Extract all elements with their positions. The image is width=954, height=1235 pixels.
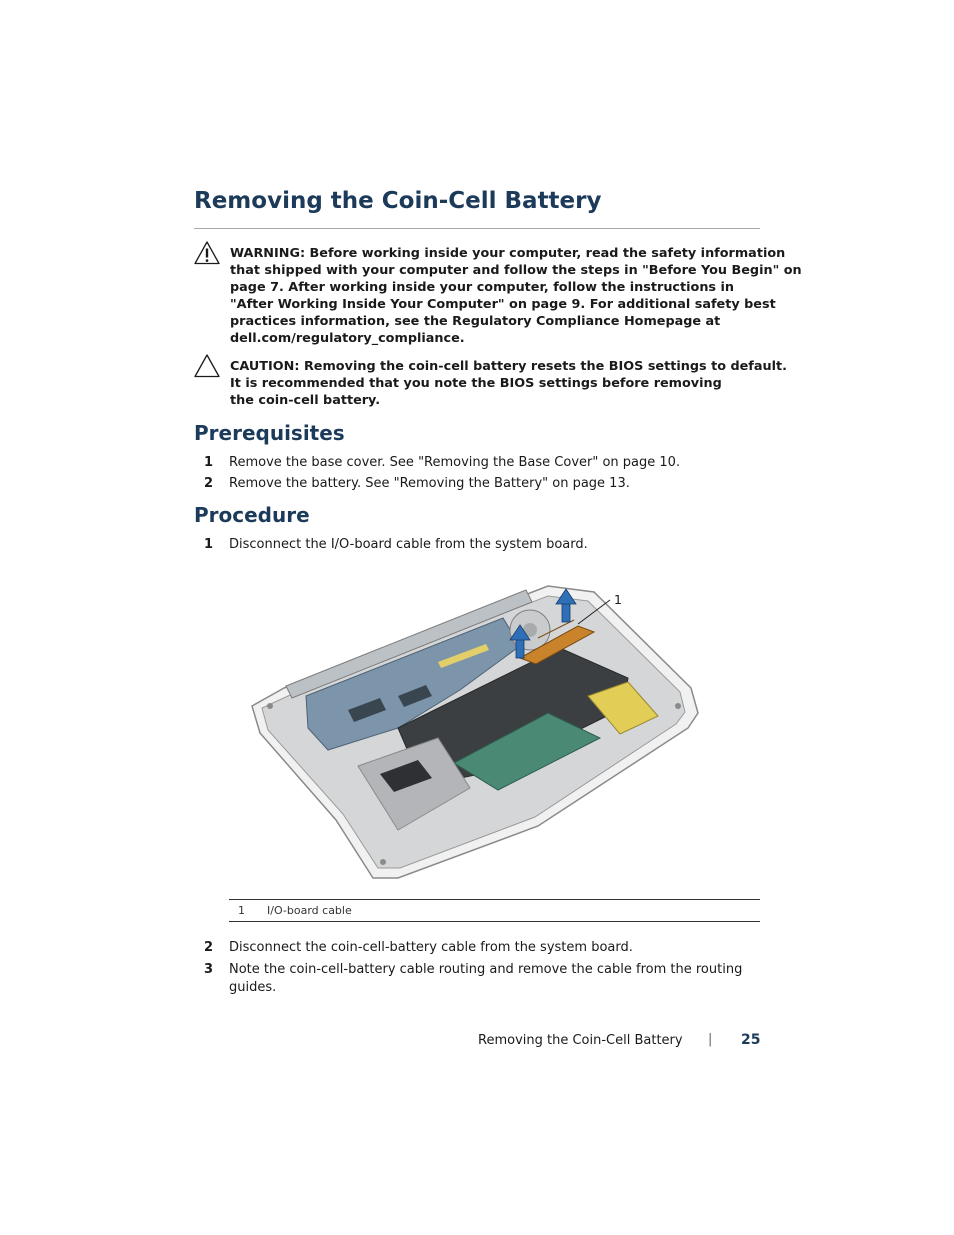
warning-line: page 7. After working inside your computer, follow the instructions in	[230, 280, 734, 296]
footer-section-title: Removing the Coin-Cell Battery	[478, 1033, 683, 1048]
caution-icon	[194, 354, 220, 378]
step-number: 2	[204, 940, 214, 955]
caution-line: It is recommended that you note the BIOS settings before removing	[230, 376, 722, 392]
caution-line: the coin-cell battery.	[230, 393, 381, 409]
step-number: 3	[204, 962, 214, 977]
warning-line: that shipped with your computer and follow the steps in "Before You Begin" on	[230, 263, 802, 279]
step-text: Remove the battery. See "Removing the Battery" on page 13.	[229, 476, 630, 491]
figure-callout-number: 1	[614, 592, 622, 607]
footer-separator: |	[708, 1032, 713, 1047]
step-text	[229, 961, 761, 996]
laptop-base-illustration	[248, 578, 708, 883]
legend-number: 1	[238, 904, 245, 917]
screw-hole	[267, 703, 273, 709]
step-line: guides.	[229, 979, 277, 995]
warning-line: practices information, see the Regulatory Compliance Homepage at	[230, 314, 721, 330]
caution-line: CAUTION: Removing the coin-cell battery resets the BIOS settings to default.	[230, 359, 787, 374]
caution-text	[230, 358, 787, 409]
warning-line: "After Working Inside Your Computer" on page 9. For additional safety best	[230, 297, 776, 313]
step-text: Remove the base cover. See "Removing the Base Cover" on page 10.	[229, 455, 681, 470]
page-title: Removing the Coin-Cell Battery	[194, 188, 602, 214]
step-text	[229, 536, 761, 554]
step-number: 1	[204, 455, 214, 470]
screw-hole	[380, 859, 386, 865]
title-divider	[194, 228, 760, 229]
step-text	[229, 939, 761, 957]
warning-text	[230, 245, 802, 348]
procedure-heading: Procedure	[194, 503, 310, 527]
warning-icon	[194, 241, 220, 265]
warning-line: dell.com/regulatory_compliance.	[230, 331, 465, 347]
step-number: 2	[204, 476, 214, 491]
step-line: Disconnect the coin-cell-battery cable from the system board.	[229, 940, 633, 955]
screw-hole	[675, 703, 681, 709]
step-line: Note the coin-cell-battery cable routing and remove the cable from the routing	[229, 962, 743, 977]
prerequisites-heading: Prerequisites	[194, 421, 345, 445]
warning-line: WARNING: Before working inside your computer, read the safety information	[230, 246, 786, 261]
figure-legend	[229, 899, 760, 922]
page-number: 25	[741, 1032, 761, 1048]
legend-label: I/O-board cable	[267, 904, 352, 917]
step-line: Disconnect the I/O-board cable from the system board.	[229, 537, 588, 552]
step-number: 1	[204, 537, 214, 552]
